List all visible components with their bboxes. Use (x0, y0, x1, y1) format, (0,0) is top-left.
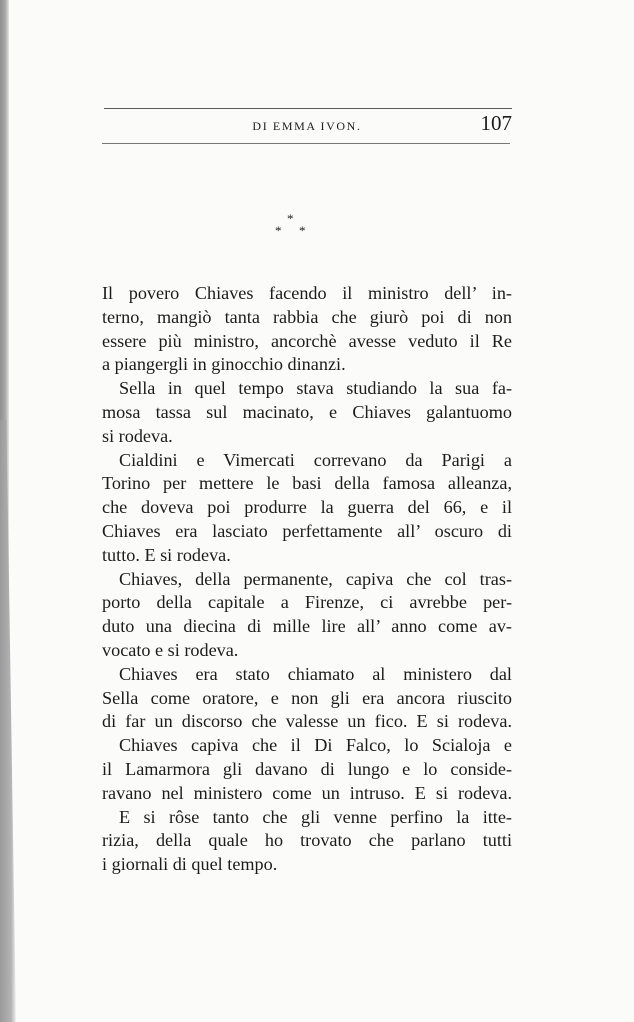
text-line: mosa tassa sul macinato, e Chiaves galantuomo (102, 401, 512, 422)
text-line: i giornali di quel tempo. (102, 854, 278, 875)
asterisk-icon: * (287, 211, 294, 226)
page-header (102, 108, 512, 144)
text-line: il Lamarmora gli davano di lungo e lo conside- (102, 758, 512, 779)
text-line: Sella come oratore, e non gli era ancora riuscito (102, 687, 512, 708)
paragraph (102, 734, 512, 805)
paragraph (102, 806, 512, 877)
text-line: si rodeva. (102, 425, 173, 446)
text-line: di far un discorso che valesse un fico. E si rodeva. (102, 711, 512, 732)
paragraph (102, 568, 512, 663)
text-line: Chiaves capiva che il Di Falco, lo Scialoja e (119, 735, 512, 756)
text-line: porto della capitale a Firenze, ci avrebbe per- (102, 592, 512, 613)
text-line: essere più ministro, ancorchè avesse veduto il Re (102, 330, 512, 351)
text-line: ravano nel ministero come un intruso. E si rodeva. (102, 782, 512, 803)
paragraph (102, 449, 512, 568)
paragraph (102, 377, 512, 448)
text-line: tutto. E si rodeva. (102, 544, 231, 565)
paragraph (102, 282, 512, 377)
text-line: terno, mangiò tanta rabbia che giurò poi di non (102, 306, 512, 327)
running-head (102, 109, 512, 143)
paragraph (102, 663, 512, 734)
asterisk-icon: * (299, 223, 306, 238)
asterisk-icon: * (275, 223, 282, 238)
header-rule-bottom (102, 143, 510, 144)
text-line: duto una diecina di mille lire all’ anno come av- (102, 616, 512, 637)
text-line: Cialdini e Vimercati correvano da Parigi a (119, 449, 512, 470)
body-text (102, 282, 512, 877)
text-line: vocato e si rodeva. (102, 639, 239, 660)
text-line: E si rôse tanto che gli venne perfino la itte- (119, 806, 512, 827)
text-line: a piangergli in ginocchio dinanzi. (102, 354, 346, 375)
running-title: DI EMMA IVON. (252, 119, 362, 133)
text-line: Torino per mettere le basi della famosa alleanza, (102, 473, 512, 494)
text-line: Chiaves era lasciato perfettamente all’ oscuro di (102, 520, 512, 541)
text-line: Chiaves era stato chiamato al ministero dal (119, 663, 512, 684)
text-line: Sella in quel tempo stava studiando la sua fa- (119, 378, 512, 399)
text-line: Chiaves, della permanente, capiva che col tras- (119, 568, 512, 589)
page-number: 107 (480, 111, 512, 135)
section-break-asterism (266, 212, 316, 244)
text-line: rizia, della quale ho trovato che parlano tutti (102, 830, 512, 851)
text-line: Il povero Chiaves facendo il ministro dell’ in- (102, 283, 512, 303)
text-line: che doveva poi produrre la guerra del 66, e il (102, 497, 512, 518)
